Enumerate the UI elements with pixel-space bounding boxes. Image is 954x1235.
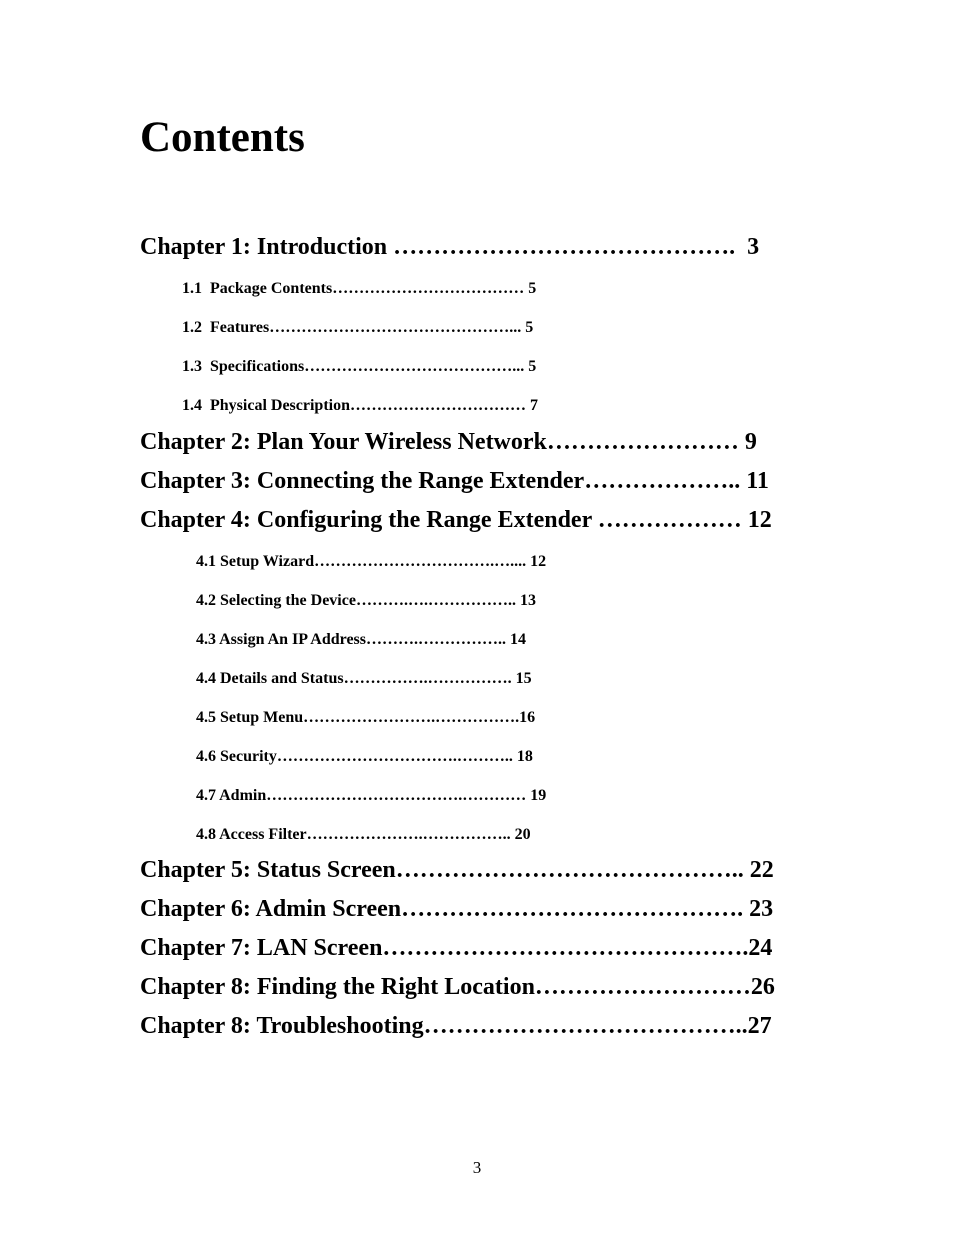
toc-chapter-2: Chapter 2: Plan Your Wireless Network…………………… 9 xyxy=(140,429,757,455)
toc-chapter-4: Chapter 4: Configuring the Range Extender ……………… 12 xyxy=(140,507,772,533)
toc-chapter-8-location: Chapter 8: Finding the Right Location………………………26 xyxy=(140,974,775,1000)
toc-section-4-1: 4.1 Setup Wizard…………………………….….... 12 xyxy=(196,553,547,570)
toc-chapter-1: Chapter 1: Introduction ……………………………………. 3 xyxy=(140,234,760,260)
toc-section-1-1: 1.1 Package Contents……………………………… 5 xyxy=(182,280,537,297)
toc-section-1-2: 1.2 Features………………………………………... 5 xyxy=(182,319,534,336)
page-number: 3 xyxy=(472,1158,482,1177)
page-title: Contents xyxy=(140,114,305,161)
toc-section-4-8: 4.8 Access Filter………………….…………….. 20 xyxy=(196,826,531,843)
toc-section-4-7: 4.7 Admin……………………………….………… 19 xyxy=(196,787,547,804)
toc-chapter-8-troubleshooting: Chapter 8: Troubleshooting…………………………………..27 xyxy=(140,1013,772,1039)
toc-section-4-4: 4.4 Details and Status…………….……………. 15 xyxy=(196,670,532,687)
toc-section-1-4: 1.4 Physical Description…………………………… 7 xyxy=(182,397,538,414)
toc-section-4-3: 4.3 Assign An IP Address……….…………….. 14 xyxy=(196,631,526,648)
toc-chapter-3: Chapter 3: Connecting the Range Extender……………….. 11 xyxy=(140,468,769,494)
toc-chapter-6: Chapter 6: Admin Screen……………………………………. 23 xyxy=(140,896,774,922)
toc-chapter-7: Chapter 7: LAN Screen……………………………………….24 xyxy=(140,935,773,961)
toc-chapter-5: Chapter 5: Status Screen…………………………………….. 22 xyxy=(140,857,774,883)
toc-section-4-5: 4.5 Setup Menu…………………….…………….16 xyxy=(196,709,536,726)
toc-section-4-2: 4.2 Selecting the Device……….….…………….. 13 xyxy=(196,592,536,609)
toc-section-4-6: 4.6 Security…………………………….……….. 18 xyxy=(196,748,533,765)
toc-section-1-3: 1.3 Specifications…………………………………... 5 xyxy=(182,358,537,375)
